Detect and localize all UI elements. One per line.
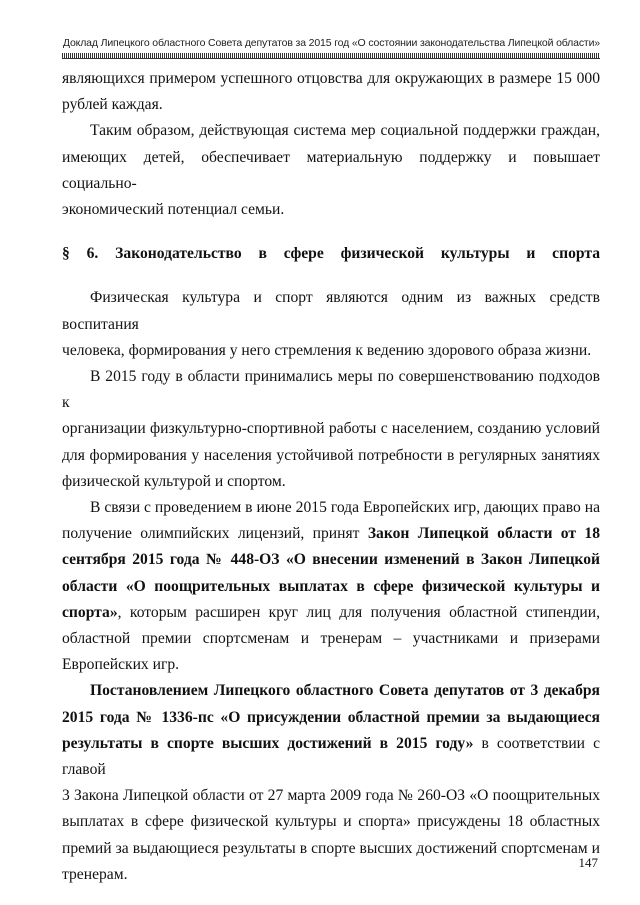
text-line: экономический потенциал семьи. (62, 201, 285, 219)
text-line (62, 574, 600, 600)
resolution-reference: Постановлением Липецкого областного Совета депутатов от 3 декабря (90, 682, 600, 700)
text-line (62, 678, 600, 704)
text-line: тренерам. (62, 865, 128, 883)
text-line (62, 547, 600, 573)
section-heading: § 6. Законодательство в сфере физической культуры и спорта (62, 245, 600, 263)
document-body (62, 66, 600, 888)
text-line: физической культурой и спортом. (62, 472, 286, 490)
text-line: выплатах в сфере физической культуры и спорта» присуждены 18 областных (62, 813, 600, 831)
law-reference: сентября 2015 года № 448-ОЗ «О внесении изменений в Закон Липецкой (62, 551, 600, 569)
text-line: имеющих детей, обеспечивает материальную поддержку и повышает социально- (62, 148, 600, 192)
text-line: Европейских игр. (62, 656, 180, 674)
page-number: 147 (578, 855, 598, 870)
law-reference: спорта» (62, 603, 118, 621)
text-line: 3 Закона Липецкой области от 27 марта 2009 года № 260-ОЗ «О поощрительных (62, 787, 600, 805)
text-span: получение олимпийских лицензий, принят (62, 525, 368, 543)
paragraph-1 (62, 285, 600, 364)
text-span: , которым расширен круг лиц для получения областной стипендии, (117, 603, 600, 621)
header-rule-line (62, 58, 600, 59)
text-line: В связи с проведением в июне 2015 года Европейских игр, дающих право на (90, 499, 600, 517)
text-line: премий за выдающиеся результаты в спорте высших достижений спортсменам и (62, 839, 600, 857)
text-line: человека, формирования у него стремления к ведению здорового образа жизни. (62, 341, 592, 359)
text-line (62, 705, 600, 731)
text-line: областной премии спортсменам и тренерам – участниками и призерами (62, 630, 600, 648)
text-line: Физическая культура и спорт являются одним из важных средств воспитания (62, 289, 600, 333)
text-line (62, 600, 600, 626)
paragraph-2 (62, 364, 600, 495)
text-line: организации физкультурно-спортивной работы с населением, созданию условий (62, 420, 600, 438)
text-span: в соответствии с главой (62, 734, 601, 779)
resolution-reference: результаты в спорте высших достижений в 2015 году» (62, 734, 474, 752)
paragraph-3 (62, 495, 600, 678)
paragraph-4 (62, 678, 600, 888)
text-line: рублей каждая. (62, 96, 163, 114)
paragraph-intro (62, 66, 600, 223)
text-line (62, 521, 600, 547)
text-line: Таким образом, действующая система мер социальной поддержки граждан, (90, 122, 600, 140)
text-line: В 2015 году в области принимались меры по совершенствованию подходов к (62, 368, 600, 412)
resolution-reference: 2015 года № 1336-пс «О присуждении областной премии за выдающиеся (62, 708, 600, 726)
text-line (62, 731, 600, 783)
law-reference: области «О поощрительных выплатах в сфере физической культуры и (62, 577, 600, 595)
running-header: Доклад Липецкого областного Совета депутатов за 2015 год «О состоянии законодательства Липецкой области» (62, 37, 600, 49)
text-line: являющихся примером успешного отцовства для окружающих в размере 15 000 (62, 70, 600, 87)
text-line: для формирования у населения устойчивой потребности в регулярных занятиях (62, 446, 600, 464)
law-reference: Закон Липецкой области от 18 (367, 525, 600, 543)
